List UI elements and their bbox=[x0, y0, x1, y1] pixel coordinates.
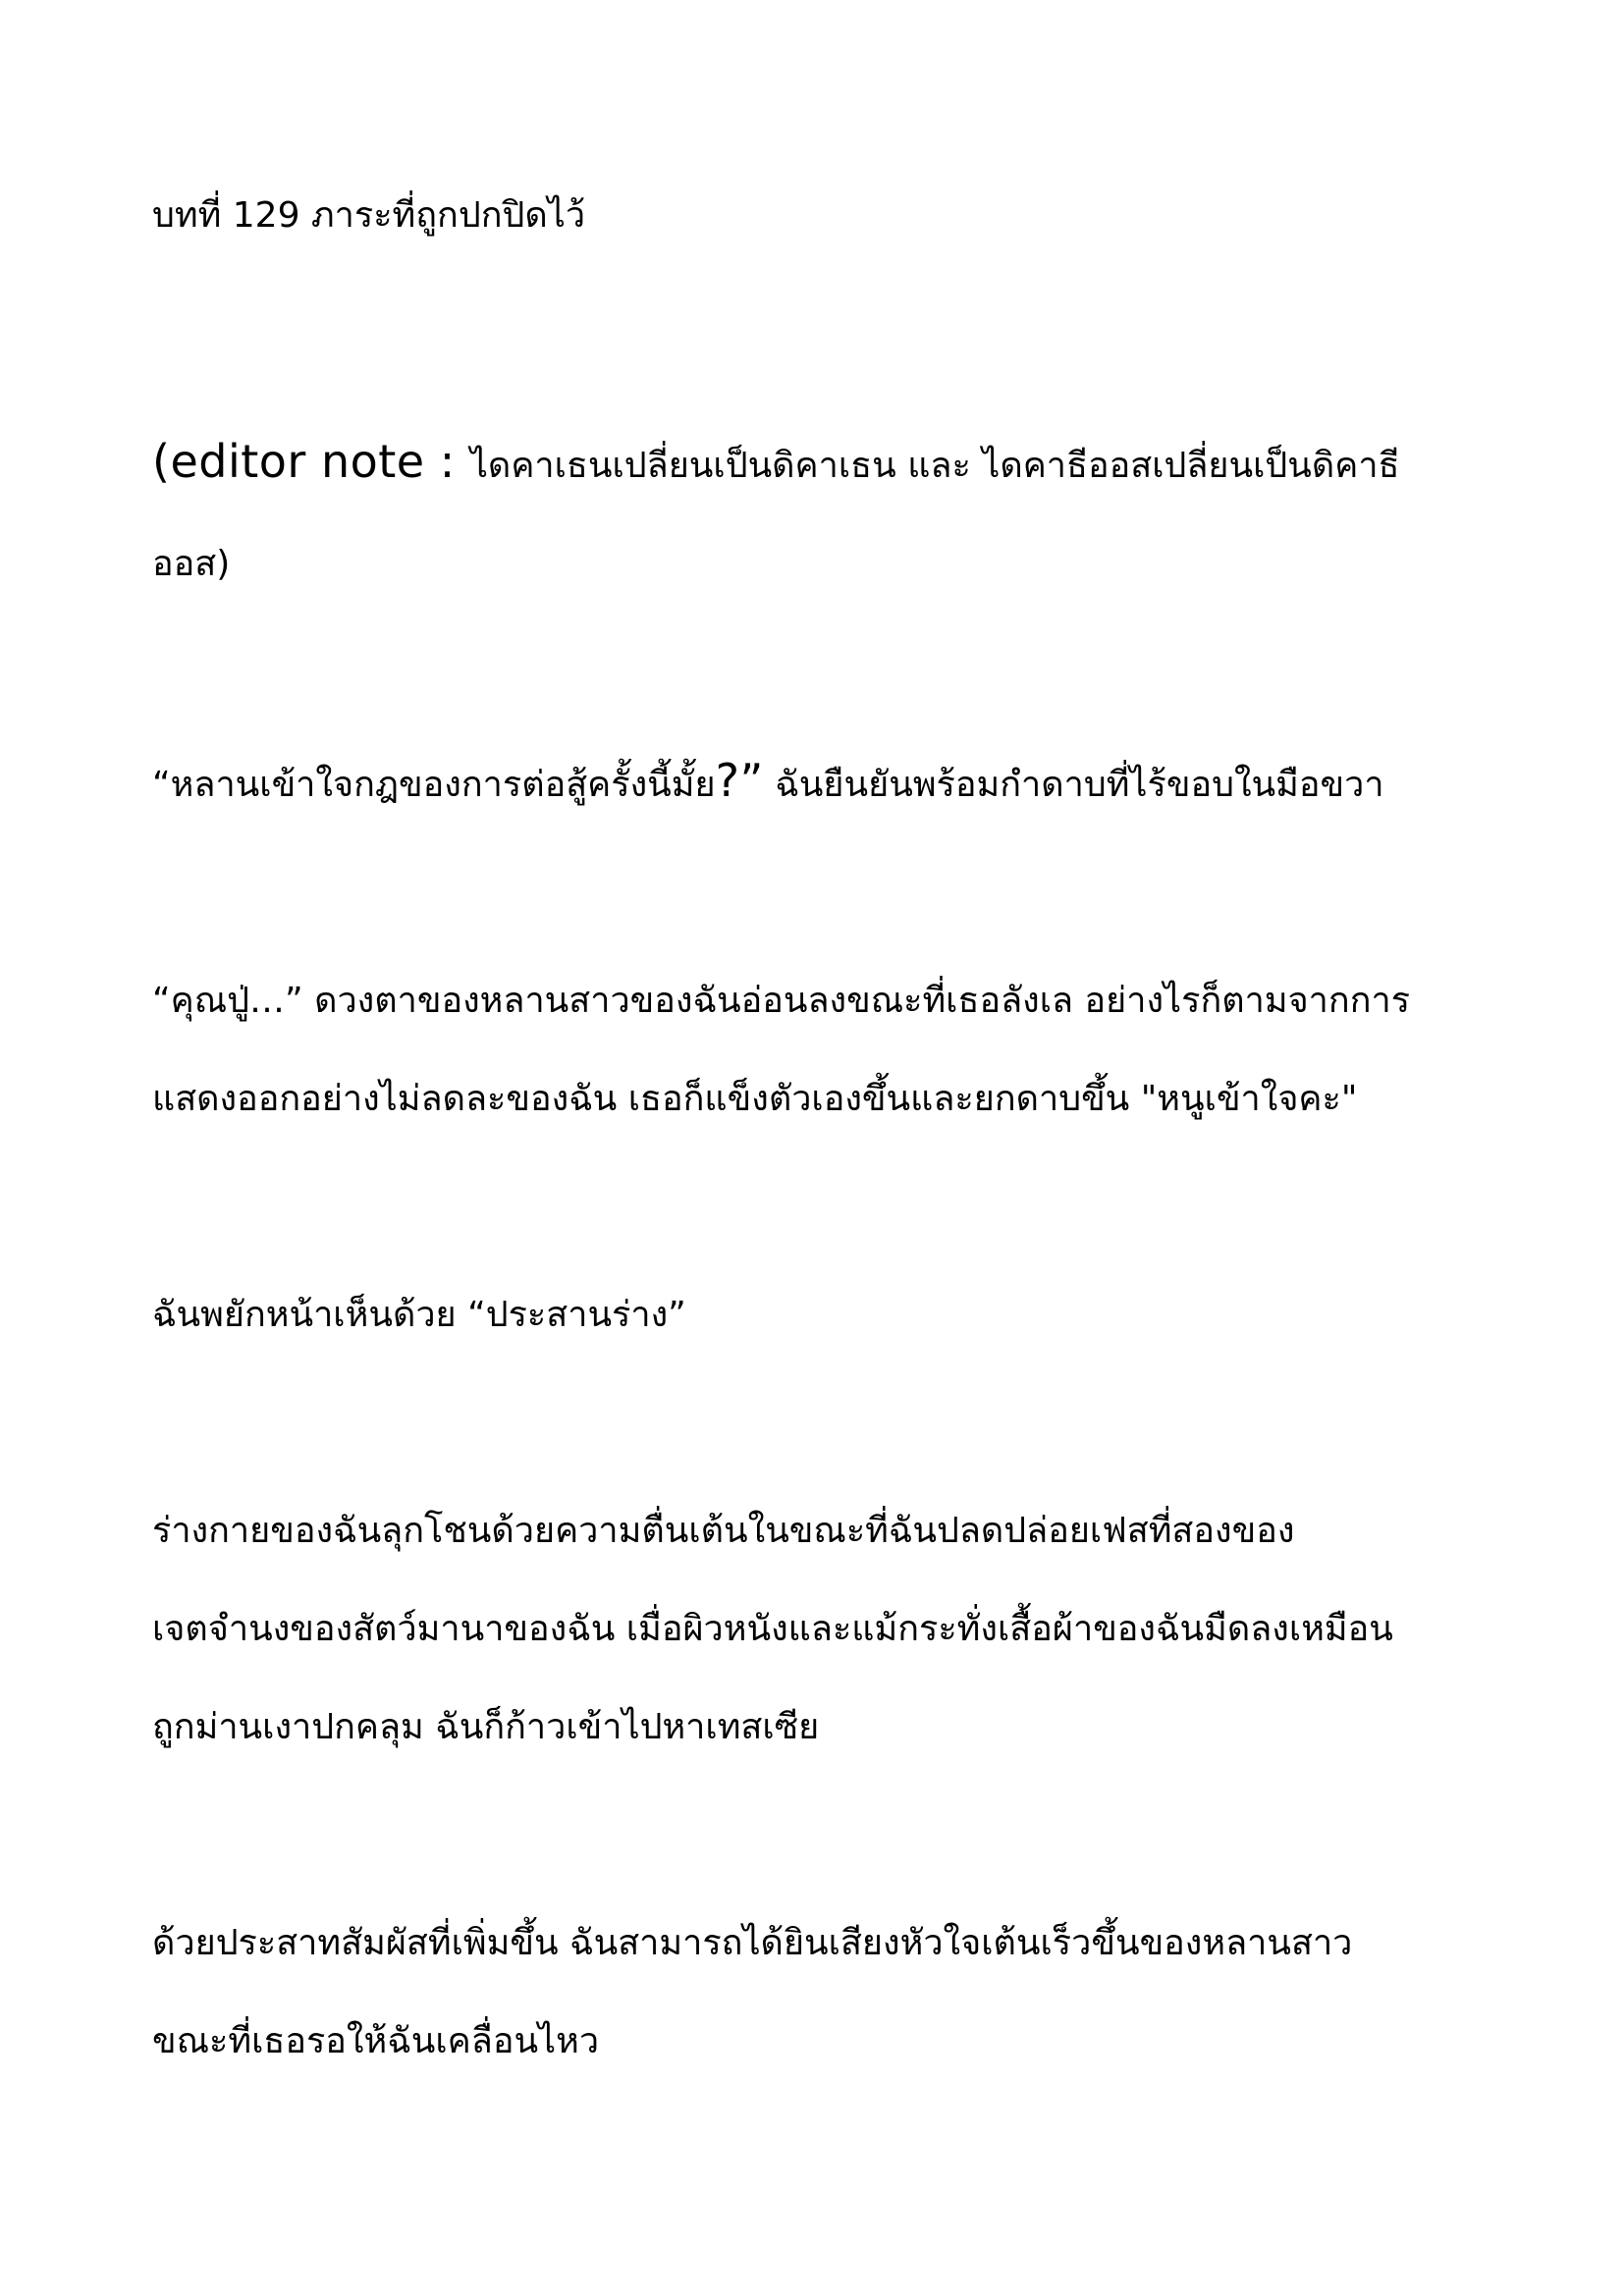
text-line bbox=[152, 515, 1477, 614]
narration-text: ร่างกายของฉันลุกโชนด้วยความตื่นเต้นในขณะที่ฉันปลดปล่อยเฟสที่สองของ bbox=[152, 1511, 1295, 1551]
editor-note-label: (editor note : bbox=[152, 435, 470, 488]
text-line bbox=[152, 952, 1477, 1050]
text-line bbox=[152, 1482, 1477, 1580]
question-mark-quote: ?” bbox=[715, 754, 764, 807]
narration-text: ฉันยืนยันพร้อมกำดาบที่ไร้ขอบในมือขวา bbox=[763, 765, 1384, 805]
text-line bbox=[152, 1895, 1477, 1993]
narration-transformation bbox=[152, 1482, 1477, 1777]
text-line bbox=[152, 167, 1477, 265]
text-line bbox=[152, 731, 1477, 834]
dialogue-text: “คุณปู่…” ดวงตาของหลานสาวของฉันอ่อนลงขณะที่เธอลังเล อย่างไรก็ตามจากการ bbox=[152, 981, 1411, 1021]
text-line bbox=[152, 1580, 1477, 1679]
chapter-title-text: บทที่ 129 ภาระที่ถูกปกปิดไว้ bbox=[152, 195, 586, 236]
dialogue-grandfather-question bbox=[152, 731, 1477, 834]
text-line bbox=[152, 412, 1477, 515]
text-line bbox=[152, 1266, 1477, 1364]
dialogue-text: “หลานเข้าใจกฎของการต่อสู้ครั้งนี้มั้ย bbox=[152, 765, 716, 805]
narration-text: ฉันพยักหน้าเห็นด้วย “ประสานร่าง” bbox=[152, 1295, 686, 1335]
narration-text-continued: ขณะที่เธอรอให้ฉันเคลื่อนไหว bbox=[152, 2021, 600, 2061]
narration-text-continued: ถูกม่านเงาปกคลุม ฉันก็ก้าวเข้าไปหาเทสเซีย bbox=[152, 1707, 820, 1747]
narration-nod bbox=[152, 1266, 1477, 1364]
dialogue-granddaughter-reply bbox=[152, 952, 1477, 1148]
editor-note-text-continued: ออส) bbox=[152, 544, 231, 584]
text-line bbox=[152, 1679, 1477, 1777]
text-line bbox=[152, 1993, 1477, 2091]
text-line bbox=[152, 1050, 1477, 1148]
editor-note-text: ไดคาเธนเปลี่ยนเป็นดิคาเธน และ ไดคาธีออสเปลี่ยนเป็นดิคาธี bbox=[469, 446, 1400, 486]
narration-heightened-senses bbox=[152, 1895, 1477, 2091]
dialogue-text-continued: แสดงออกอย่างไม่ลดละของฉัน เธอก็แข็งตัวเองขึ้นและยกดาบขึ้น "หนูเข้าใจคะ" bbox=[152, 1079, 1358, 1119]
narration-text: ด้วยประสาทสัมผัสที่เพิ่มขึ้น ฉันสามารถได้ยินเสียงหัวใจเต้นเร็วขึ้นของหลานสาว bbox=[152, 1923, 1353, 1963]
narration-text-continued: เจตจำนงของสัตว์มานาของฉัน เมื่อผิวหนังและแม้กระทั่งเสื้อผ้าของฉันมืดลงเหมือน bbox=[152, 1609, 1393, 1649]
editor-note bbox=[152, 412, 1477, 614]
chapter-title bbox=[152, 167, 1477, 265]
